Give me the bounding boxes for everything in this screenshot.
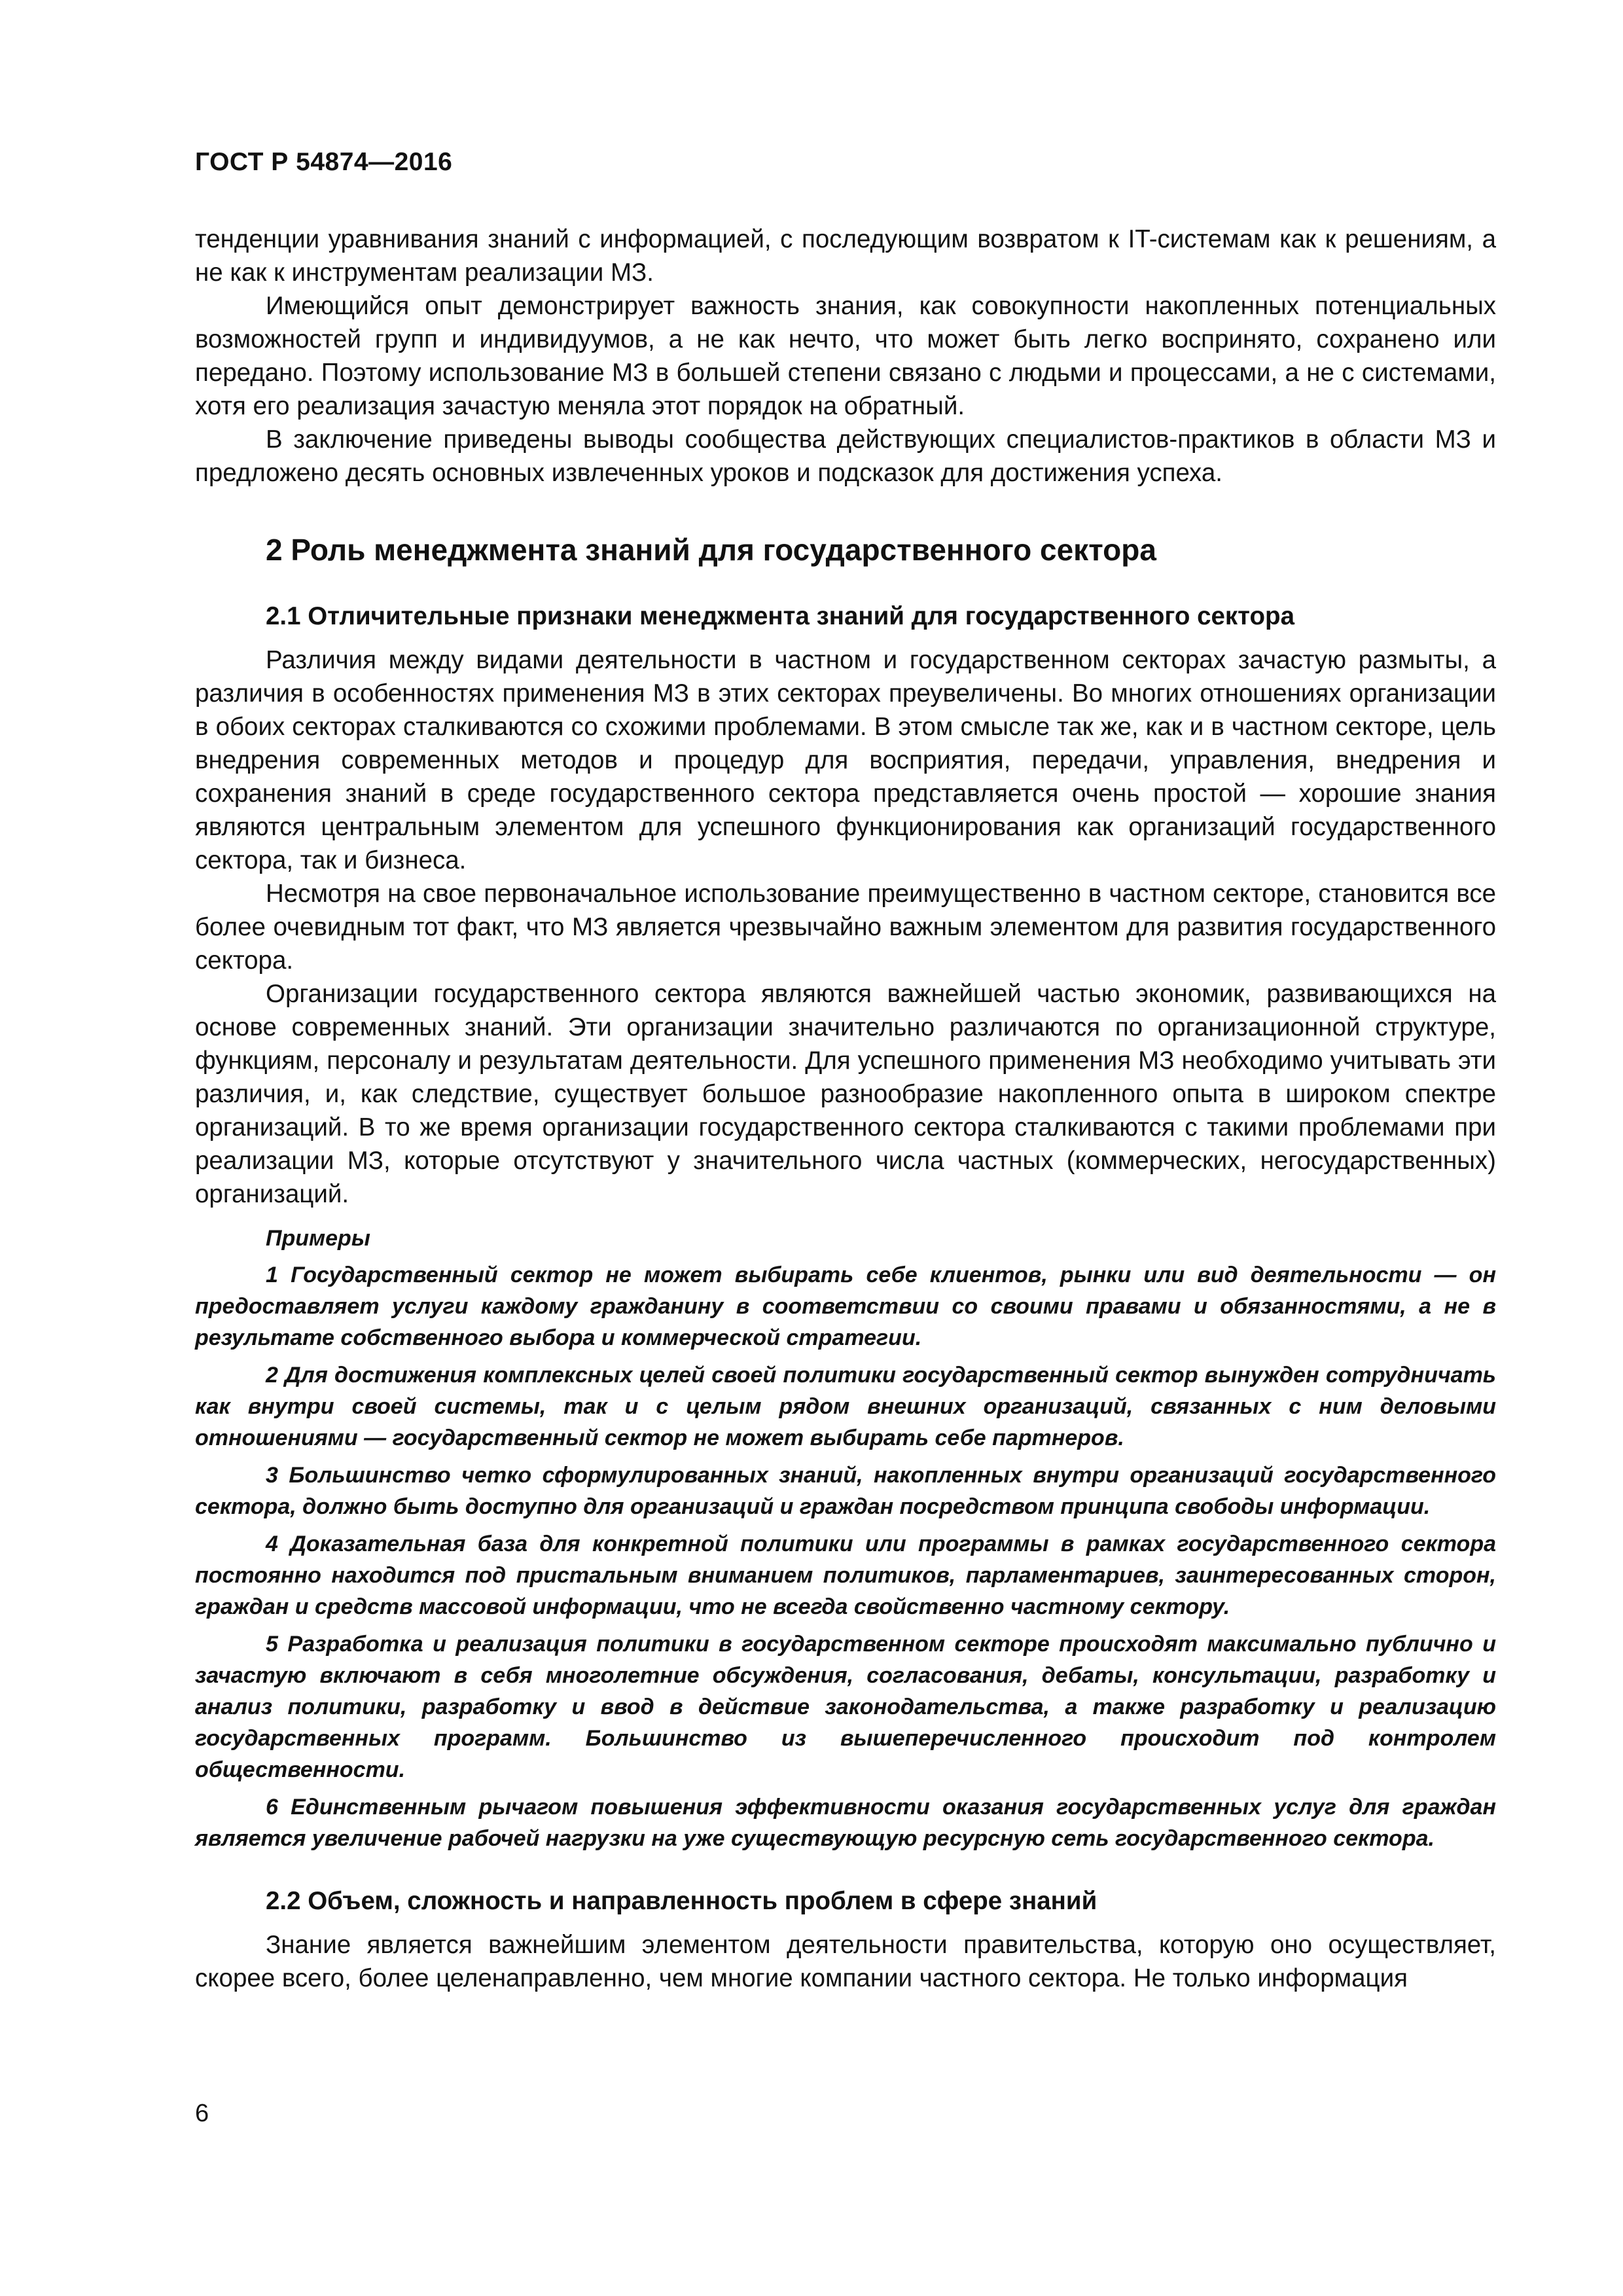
subsection-2-1-paragraph-2: Несмотря на свое первоначальное использование преимущественно в частном секторе, становится все более очевидным тот факт, что МЗ является чрезвычайно важным элементом для развития государственного сектора. xyxy=(195,880,1496,975)
example-item-5: 5 Разработка и реализация политики в государственном секторе происходят максимально публично и зачастую включают в себя многолетние обсуждения, согласования, дебаты, консультации, разработку и анализ политики, разработку и ввод в действие законодательства, а также разработку и реализацию государственных программ. Большинство из вышеперечисленного происходит под контролем общественности. xyxy=(195,1632,1496,1782)
subsection-2-1-paragraph-3: Организации государственного сектора являются важнейшей частью экономик, развивающихся на основе современных знаний. Эти организации значительно различаются по организационной структуре, функциям, персоналу и результатам деятельности. Для успешного применения МЗ необходимо учитывать эти различия, и, как следствие, существует большое разнообразие накопленного опыта в широком спектре организаций. В то же время организации государственного сектора сталкиваются с такими проблемами при реализации МЗ, которые отсутствуют у значительного числа частных (коммерческих, негосударственных) организаций. xyxy=(195,980,1496,1208)
intro-paragraph-1: тенденции уравнивания знаний с информацией, с последующим возвратом к IT-системам как к решениям, а не как к инструментам реализации МЗ. xyxy=(195,225,1496,287)
intro-paragraph-3: В заключение приведены выводы сообщества действующих специалистов-практиков в области МЗ и предложено десять основных извлеченных уроков и подсказок для достижения успеха. xyxy=(195,425,1496,487)
section-2-heading: 2 Роль менеджмента знаний для государственного сектора xyxy=(266,533,1156,567)
page-content xyxy=(195,223,1496,1995)
example-item-4: 4 Доказательная база для конкретной политики или программы в рамках государственного сектора постоянно находится под пристальным вниманием политиков, парламентариев, заинтересованных сторон, граждан и средств массовой информации, что не всегда свойственно частному сектору. xyxy=(195,1532,1496,1619)
example-item-3: 3 Большинство четко сформулированных знаний, накопленных внутри организаций государственного сектора, должно быть доступно для организаций и граждан посредством принципа свободы информации. xyxy=(195,1463,1496,1519)
document-code-header: ГОСТ Р 54874—2016 xyxy=(195,148,453,176)
subsection-2-1-paragraph-1: Различия между видами деятельности в частном и государственном секторах зачастую размыты, а различия в особенностях применения МЗ в этих секторах преувеличены. Во многих отношениях организации в обоих секторах сталкиваются со схожими проблемами. В этом смысле так же, как и в частном секторе, цель внедрения современных методов и процедур для восприятия, передачи, управления, внедрения и сохранения знаний в среде государственного сектора представляется очень простой — хорошие знания являются центральным элементом для успешного функционирования как организаций государственного сектора, так и бизнеса. xyxy=(195,646,1496,874)
example-item-6: 6 Единственным рычагом повышения эффективности оказания государственных услуг для граждан является увеличение рабочей нагрузки на уже существующую ресурсную сеть государственного сектора. xyxy=(195,1795,1496,1851)
subsection-2-2-paragraph-1: Знание является важнейшим элементом деятельности правительства, которую оно осуществляет, скорее всего, более целенаправленно, чем многие компании частного сектора. Не только информация xyxy=(195,1931,1496,1992)
example-item-2: 2 Для достижения комплексных целей своей политики государственный сектор вынужден сотрудничать как внутри своей системы, так и с целым рядом внешних организаций, связанных с ним деловыми отношениями — государственный сектор не может выбирать себе партнеров. xyxy=(195,1363,1496,1450)
page-number: 6 xyxy=(195,2100,209,2127)
subsection-2-2-heading: 2.2 Объем, сложность и направленность проблем в сфере знаний xyxy=(266,1887,1097,1915)
examples-heading: Примеры xyxy=(266,1226,370,1251)
intro-paragraph-2: Имеющийся опыт демонстрирует важность знания, как совокупности накопленных потенциальных возможностей групп и индивидуумов, а не как нечто, что может быть легко воспринято, сохранено или передано. Поэтому использование МЗ в большей степени связано с людьми и процессами, а не с системами, хотя его реализация зачастую меняла этот порядок на обратный. xyxy=(195,292,1496,420)
example-item-1: 1 Государственный сектор не может выбирать себе клиентов, рынки или вид деятельности — он предоставляет услуги каждому гражданину в соответствии со своими правами и обязанностями, а не в результате собственного выбора и коммерческой стратегии. xyxy=(195,1263,1496,1350)
subsection-2-1-heading: 2.1 Отличительные признаки менеджмента знаний для государственного сектора xyxy=(266,602,1294,630)
